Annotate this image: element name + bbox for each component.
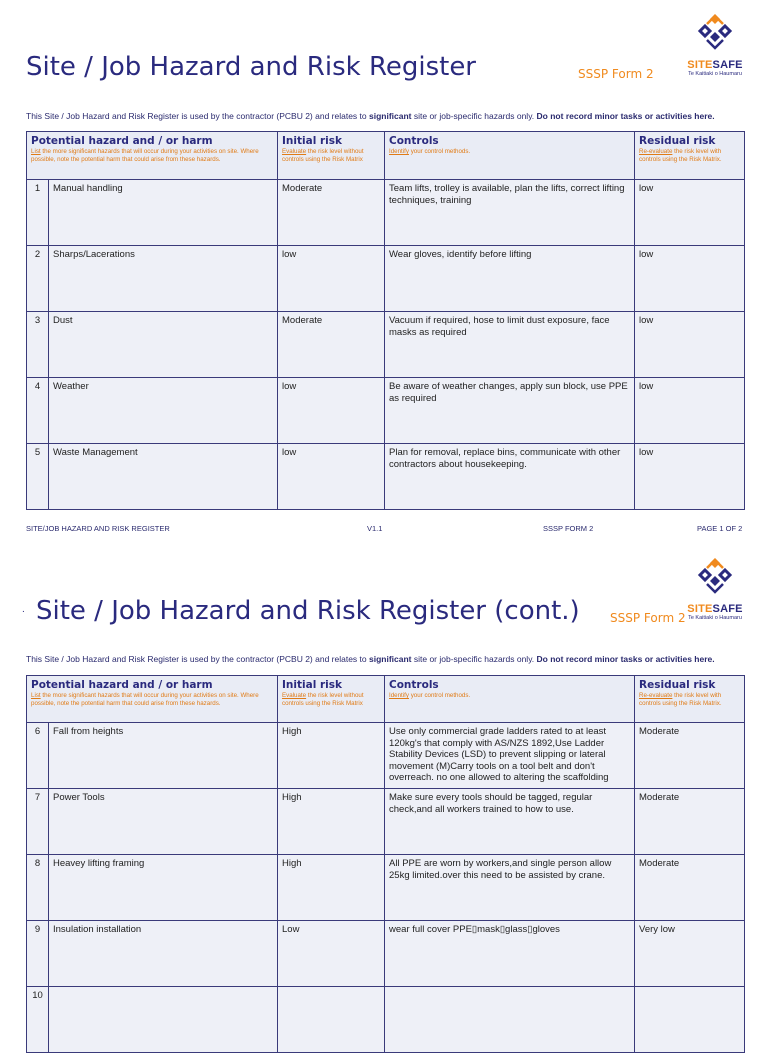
page-title: Site / Job Hazard and Risk Register xyxy=(26,52,476,82)
table-row xyxy=(27,723,745,789)
controls-cell[interactable]: Use only commercial grade ladders rated to at least 120kg's that comply with AS/NZS 1892,Use Ladder Stability Devices (LSD) to prevent slipping or lateral movement (M)Carry tools on a tool belt and don't overreach. no one allowed to altering the scaffolding xyxy=(385,723,635,789)
table-row xyxy=(27,855,745,921)
residual-risk-cell[interactable]: Moderate xyxy=(635,789,745,855)
hazard-cell[interactable]: Dust xyxy=(49,312,278,378)
controls-cell[interactable]: Plan for removal, replace bins, communicate with other contractors about housekeeping. xyxy=(385,444,635,510)
hazard-table-cont xyxy=(26,675,745,1053)
residual-risk-cell[interactable]: low xyxy=(635,246,745,312)
sitesafe-logo xyxy=(686,10,744,77)
residual-risk-cell[interactable]: Very low xyxy=(635,921,745,987)
residual-risk-cell[interactable]: low xyxy=(635,444,745,510)
page2-prefix: . xyxy=(22,604,25,615)
residual-risk-cell[interactable]: low xyxy=(635,180,745,246)
page2-form-label: SSSP Form 2 xyxy=(610,611,686,625)
row-number: 6 xyxy=(27,723,49,789)
hazard-table xyxy=(26,131,745,510)
hazard-cell[interactable]: Waste Management xyxy=(49,444,278,510)
residual-risk-cell[interactable] xyxy=(635,987,745,1053)
initial-risk-cell[interactable]: Low xyxy=(278,921,385,987)
initial-risk-cell[interactable]: High xyxy=(278,723,385,789)
controls-cell[interactable]: All PPE are worn by workers,and single person allow 25kg limited.over this need to be assisted by crane. xyxy=(385,855,635,921)
controls-cell[interactable] xyxy=(385,987,635,1053)
row-number: 3 xyxy=(27,312,49,378)
table-header-row xyxy=(27,676,745,723)
logo-tagline: Te Kaitiaki o Haumaru xyxy=(688,615,742,621)
footer-left: SITE/JOB HAZARD AND RISK REGISTER xyxy=(26,524,170,533)
residual-risk-cell[interactable]: Moderate xyxy=(635,855,745,921)
hazard-cell[interactable]: Manual handling xyxy=(49,180,278,246)
header-initial-risk: Initial risk Evaluate the risk level without controls using the Risk Matrix xyxy=(278,676,385,723)
footer-version: V1.1 xyxy=(367,524,383,533)
table-row xyxy=(27,312,745,378)
logo-tagline: Te Kaitiaki o Haumaru xyxy=(688,71,742,77)
controls-cell[interactable]: Vacuum if required, hose to limit dust exposure, face masks as required xyxy=(385,312,635,378)
row-number: 7 xyxy=(27,789,49,855)
header-residual-risk: Residual risk Re-evaluate the risk level with controls using the Risk Matrix. xyxy=(635,676,745,723)
table-row xyxy=(27,789,745,855)
initial-risk-cell[interactable] xyxy=(278,987,385,1053)
table-header-row xyxy=(27,132,745,180)
table-row xyxy=(27,921,745,987)
page2-title: Site / Job Hazard and Risk Register (cont.) xyxy=(36,596,580,626)
row-number: 4 xyxy=(27,378,49,444)
controls-cell[interactable]: Team lifts, trolley is available, plan the lifts, correct lifting techniques, training xyxy=(385,180,635,246)
footer-form: SSSP FORM 2 xyxy=(543,524,594,533)
intro-text: This Site / Job Hazard and Risk Register is used by the contractor (PCBU 2) and relates to significant site or job-specific hazards only. Do not record minor tasks or activities here. xyxy=(26,111,715,121)
hazard-cell[interactable]: Sharps/Lacerations xyxy=(49,246,278,312)
table-row xyxy=(27,378,745,444)
header-hazard: Potential hazard and / or harm List the more significant hazards that will occur during your activities on site. Where possible, note the potential harm that could arise from these hazards. xyxy=(27,132,278,180)
hazard-cell[interactable]: Power Tools xyxy=(49,789,278,855)
header-controls: Controls Identify your control methods. xyxy=(385,132,635,180)
controls-cell[interactable]: Be aware of weather changes, apply sun block, use PPE as required xyxy=(385,378,635,444)
header-initial-risk: Initial risk Evaluate the risk level without controls using the Risk Matrix xyxy=(278,132,385,180)
controls-cell[interactable]: Wear gloves, identify before lifting xyxy=(385,246,635,312)
hazard-cell[interactable]: Heavey lifting framing xyxy=(49,855,278,921)
row-number: 2 xyxy=(27,246,49,312)
row-number: 5 xyxy=(27,444,49,510)
row-number: 8 xyxy=(27,855,49,921)
row-number: 10 xyxy=(27,987,49,1053)
residual-risk-cell[interactable]: low xyxy=(635,312,745,378)
footer-page: PAGE 1 OF 2 xyxy=(697,524,743,533)
initial-risk-cell[interactable]: High xyxy=(278,789,385,855)
sitesafe-logo xyxy=(686,554,744,621)
controls-cell[interactable]: Make sure every tools should be tagged, regular check,and all workers trained to how to use. xyxy=(385,789,635,855)
header-hazard: Potential hazard and / or harm List the more significant hazards that will occur during your activities on site. Where possible, note the potential harm that could arise from these hazards. xyxy=(27,676,278,723)
table-row xyxy=(27,180,745,246)
row-number: 9 xyxy=(27,921,49,987)
row-number: 1 xyxy=(27,180,49,246)
controls-cell[interactable]: wear full cover PPE▯mask▯glass▯gloves xyxy=(385,921,635,987)
initial-risk-cell[interactable]: low xyxy=(278,378,385,444)
residual-risk-cell[interactable]: low xyxy=(635,378,745,444)
residual-risk-cell[interactable]: Moderate xyxy=(635,723,745,789)
table-row xyxy=(27,444,745,510)
hazard-cell[interactable]: Weather xyxy=(49,378,278,444)
logo-mark-icon xyxy=(693,554,737,598)
initial-risk-cell[interactable]: low xyxy=(278,246,385,312)
initial-risk-cell[interactable]: Moderate xyxy=(278,180,385,246)
hazard-cell[interactable] xyxy=(49,987,278,1053)
table-row xyxy=(27,987,745,1053)
intro-text: This Site / Job Hazard and Risk Register is used by the contractor (PCBU 2) and relates to significant site or job-specific hazards only. Do not record minor tasks or activities here. xyxy=(26,654,715,664)
logo-brand: SITESAFE xyxy=(687,603,743,615)
initial-risk-cell[interactable]: Moderate xyxy=(278,312,385,378)
header-residual-risk: Residual risk Re-evaluate the risk level with controls using the Risk Matrix. xyxy=(635,132,745,180)
logo-mark-icon xyxy=(693,10,737,54)
initial-risk-cell[interactable]: High xyxy=(278,855,385,921)
header-controls: Controls Identify your control methods. xyxy=(385,676,635,723)
initial-risk-cell[interactable]: low xyxy=(278,444,385,510)
hazard-cell[interactable]: Insulation installation xyxy=(49,921,278,987)
form-label: SSSP Form 2 xyxy=(578,67,654,81)
logo-brand: SITESAFE xyxy=(687,59,743,71)
hazard-cell[interactable]: Fall from heights xyxy=(49,723,278,789)
table-row xyxy=(27,246,745,312)
